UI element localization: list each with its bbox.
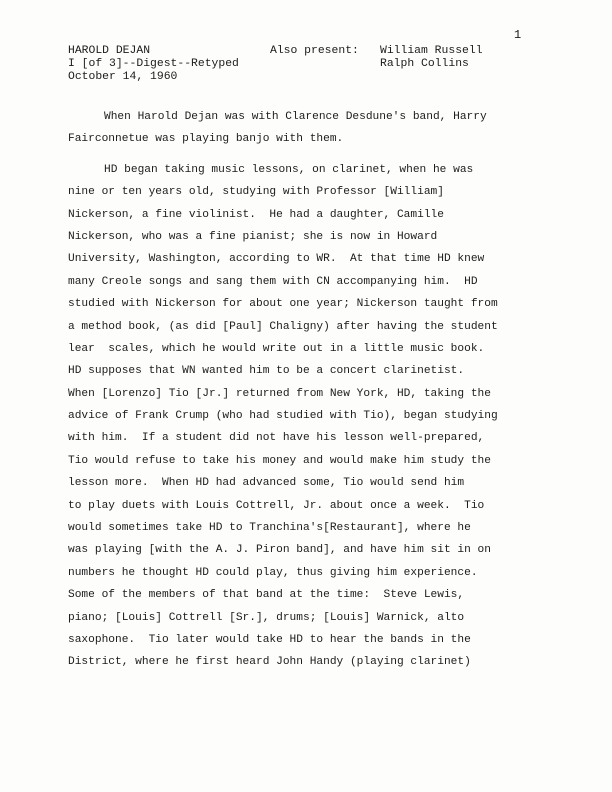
text-line: District, where he first heard John Handy (playing clarinet) <box>68 656 471 669</box>
present-person: William Russell <box>380 45 483 57</box>
text-line: lesson more. When HD had advanced some, Tio would send him <box>68 477 465 490</box>
text-line: a method book, (as did [Paul] Chaligny) after having the student <box>68 320 498 333</box>
text-line: nine or ten years old, studying with Professor [William] <box>68 186 444 199</box>
present-person: Ralph Collins <box>380 58 469 70</box>
transcript-body <box>68 106 608 674</box>
text-line: lear scales, which he would write out in a little music book. <box>68 342 485 355</box>
also-present-label: Also present: <box>270 45 359 57</box>
text-line: many Creole songs and sang them with CN accompanying him. HD <box>68 275 478 288</box>
text-line: piano; [Louis] Cottrell [Sr.], drums; [Louis] Warnick, alto <box>68 611 465 624</box>
paragraph <box>68 159 608 674</box>
page-number: 1 <box>514 28 522 42</box>
text-line: advice of Frank Crump (who had studied with Tio), began studying <box>68 410 498 423</box>
text-line: saxophone. Tio later would take HD to hear the bands in the <box>68 633 471 646</box>
also-present-list <box>380 45 483 71</box>
text-line: studied with Nickerson for about one year; Nickerson taught from <box>68 298 498 311</box>
text-line: HD began taking music lessons, on clarinet, when he was <box>104 163 474 176</box>
interview-date: October 14, 1960 <box>68 71 178 83</box>
reel-info: I [of 3]--Digest--Retyped <box>68 58 239 70</box>
paragraph-gap <box>68 151 608 159</box>
text-line: would sometimes take HD to Tranchina's[Restaurant], where he <box>68 522 471 535</box>
paragraph <box>68 106 608 151</box>
text-line: to play duets with Louis Cottrell, Jr. about once a week. Tio <box>68 499 485 512</box>
text-line: with him. If a student did not have his lesson well-prepared, <box>68 432 485 445</box>
text-line: numbers he thought HD could play, thus giving him experience. <box>68 566 478 579</box>
text-line: Nickerson, a fine violinist. He had a daughter, Camille <box>68 208 444 221</box>
text-line: HD supposes that WN wanted him to be a concert clarinetist. <box>68 365 465 378</box>
interview-header <box>68 45 239 84</box>
text-line: Tio would refuse to take his money and would make him study the <box>68 454 491 467</box>
text-line: Some of the members of that band at the time: Steve Lewis, <box>68 589 465 602</box>
text-line: When [Lorenzo] Tio [Jr.] returned from New York, HD, taking the <box>68 387 491 400</box>
text-line: was playing [with the A. J. Piron band], and have him sit in on <box>68 544 491 557</box>
text-line: Fairconnetue was playing banjo with them. <box>68 133 344 146</box>
text-line: When Harold Dejan was with Clarence Desdune's band, Harry <box>104 111 487 123</box>
interviewee-name: HAROLD DEJAN <box>68 45 151 57</box>
text-line: Nickerson, who was a fine pianist; she is now in Howard <box>68 230 438 243</box>
text-line: University, Washington, according to WR. At that time HD knew <box>68 253 485 266</box>
